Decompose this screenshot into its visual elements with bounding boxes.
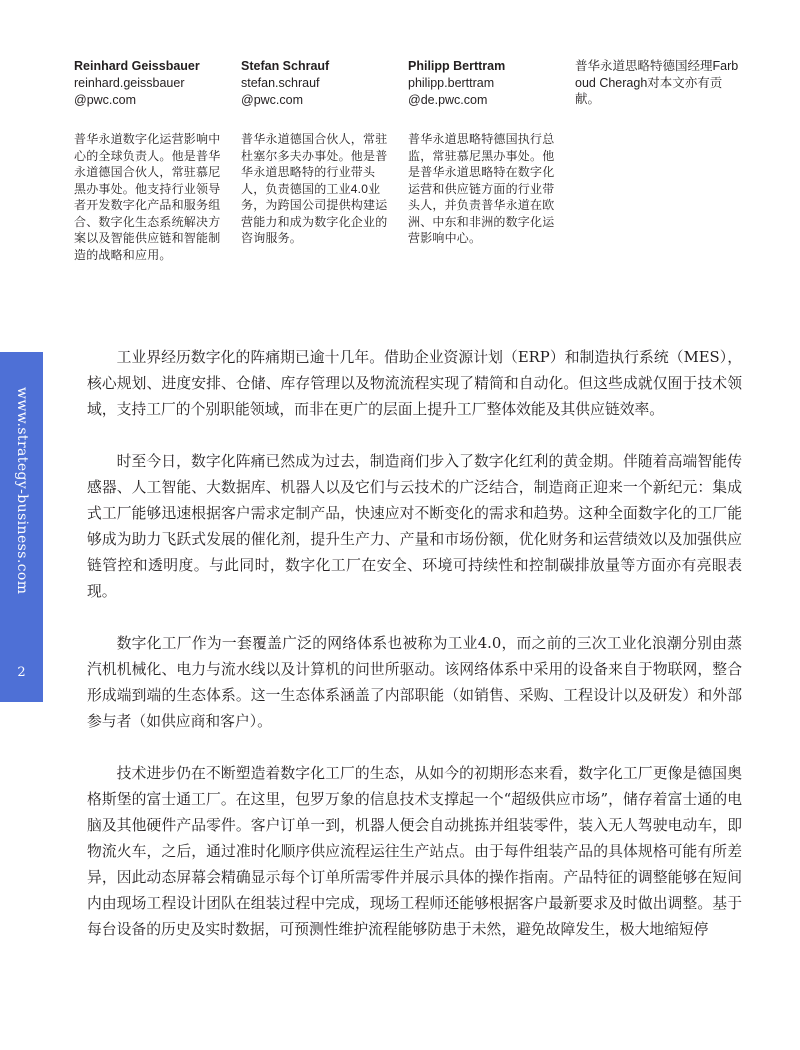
contributor-note: 普华永道思略特德国经理Farboud Cheragh对本文亦有贡献。 (575, 59, 739, 106)
author-card-geissbauer (74, 58, 232, 263)
author-email[interactable] (408, 75, 566, 109)
side-tab (0, 352, 43, 702)
author-email-domain[interactable]: @de.pwc.com (408, 93, 488, 107)
body-paragraph: 数字化工厂作为一套覆盖广泛的网络体系也被称为工业4.0，而之前的三次工业化浪潮分别由蒸汽机机械化、电力与流水线以及计算机的问世所驱动。该网络体系中采用的设备来自于物联网，整合形成端到端的生态体系。这一生态体系涵盖了内部职能（如销售、采购、工程设计以及研发）和外部参与者（如供应商和客户）。 (87, 635, 742, 730)
author-name: Reinhard Geissbauer (74, 59, 200, 73)
author-email-line[interactable]: philipp.berttram (408, 76, 495, 90)
contributor-card (575, 58, 747, 108)
author-bio: 普华永道数字化运营影响中心的全球负责人。他是普华永道德国合伙人，常驻慕尼黑办事处。他支持行业领导者开发数字化产品和服务组合、数字化生态系统解决方案以及智能供应链和智能制造的战略和应用。 (74, 132, 221, 262)
author-bio: 普华永道德国合伙人，常驻杜塞尔多夫办事处。他是普华永道思略特的行业带头人，负责德国的工业4.0业务，为跨国公司提供构建运营能力和成为数字化企业的咨询服务。 (241, 132, 388, 245)
author-email-line[interactable]: stefan.schrauf (241, 76, 320, 90)
author-card-schrauf (241, 58, 399, 247)
author-card-berttram (408, 58, 566, 247)
body-paragraph: 工业界经历数字化的阵痛期已逾十几年。借助企业资源计划（ERP）和制造执行系统（MES），核心规划、进度安排、仓储、库存管理以及物流流程实现了精简和自动化。但这些成就仅囿于技术领域，支持工厂的个别职能领域，而非在更广的层面上提升工厂整体效能及其供应链效率。 (87, 349, 742, 418)
author-email-domain[interactable]: @pwc.com (74, 93, 137, 107)
author-email-line[interactable]: reinhard.geissbauer (74, 76, 185, 90)
page-number: 2 (17, 665, 26, 680)
author-bio: 普华永道思略特德国执行总监，常驻慕尼黑办事处。他是普华永道思略特在数字化运营和供应链方面的行业带头人，并负责普华永道在欧洲、中东和非洲的数字化运营影响中心。 (408, 132, 555, 245)
website-url[interactable]: www.strategy-business.com (14, 387, 30, 595)
author-name: Stefan Schrauf (241, 59, 330, 73)
author-email[interactable] (74, 75, 232, 109)
body-paragraph: 技术进步仍在不断塑造着数字化工厂的生态，从如今的初期形态来看，数字化工厂更像是德国奥格斯堡的富士通工厂。在这里，包罗万象的信息技术支撑起一个“超级供应市场”，储存着富士通的电脑及其他硬件产品零件。客户订单一到，机器人便会自动挑拣并组装零件，装入无人驾驶电动车，即物流火车，之后，通过准时化顺序供应流程运往生产站点。由于每件组装产品的具体规格可能有所差异，因此动态屏幕会精确显示每个订单所需零件并展示具体的操作指南。产品特征的调整能够在短间内由现场工程设计团队在组装过程中完成，现场工程师还能够根据客户最新要求及时做出调整。基于每台设备的历史及实时数据，可预测性维护流程能够防患于未然，避免故障发生，极大地缩短停 (87, 765, 742, 938)
article-body (87, 345, 742, 943)
author-bios (74, 58, 754, 268)
author-email-domain[interactable]: @pwc.com (241, 93, 304, 107)
body-paragraph: 时至今日，数字化阵痛已然成为过去，制造商们步入了数字化红利的黄金期。伴随着高端智能传感器、人工智能、大数据库、机器人以及它们与云技术的广泛结合，制造商正迎来一个新纪元：集成式工厂能够迅速根据客户需求定制产品，快速应对不断变化的需求和趋势。这种全面数字化的工厂能够成为助力飞跃式发展的催化剂，提升生产力、产量和市场份额，优化财务和运营绩效以及加强供应链管控和透明度。与此同时，数字化工厂在安全、环境可持续性和控制碳排放量等方面亦有亮眼表现。 (87, 453, 742, 600)
author-email[interactable] (241, 75, 399, 109)
author-name: Philipp Berttram (408, 59, 506, 73)
